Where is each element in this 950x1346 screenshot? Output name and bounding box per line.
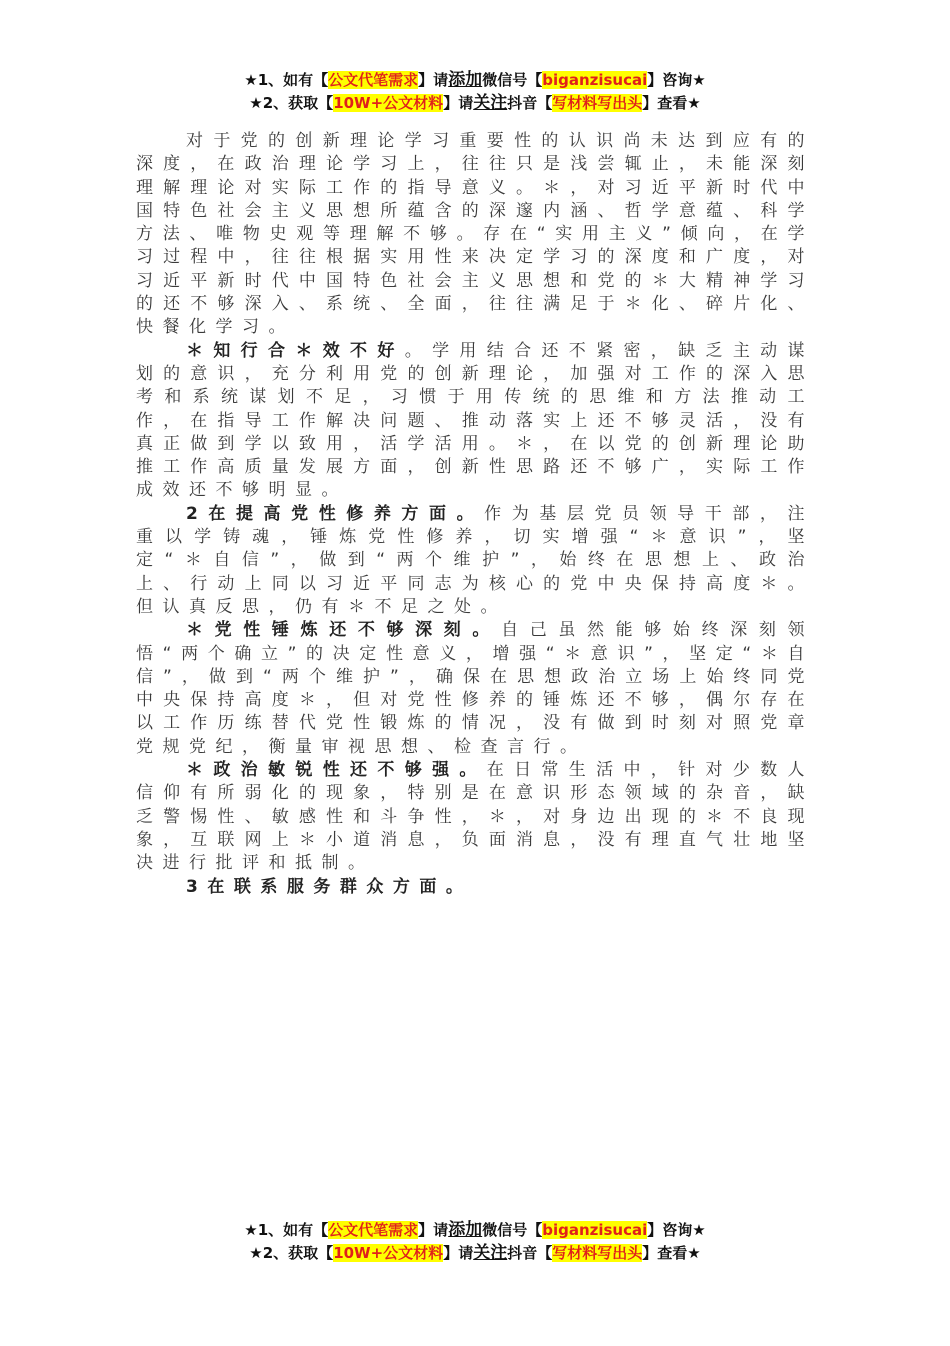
highlight-materials: 10W+公文材料 xyxy=(333,94,444,112)
paragraph-2: ＊知行合＊效不好。学用结合还不紧密，缺乏主动谋划的意识，充分利用党的创新理论，加强对工作的深入思考和系统谋划不足，习惯于用传统的思维和方法推动工作，在指导工作解决问题、推动落实上还不够灵活，没有真正做到学以致用，活学活用。＊，在以党的创新理论助推工作高质量发展方面，创新性思路还不够广，实际工作成效还不够明显。 xyxy=(136,340,815,501)
banner-line-2: ★2、获取【10W+公文材料】请关注抖音【写材料写出头】查看★ xyxy=(249,1243,701,1263)
banner-line-1: ★1、如有【公文代笔需求】请添加微信号【biganzisucai】咨询★ xyxy=(244,1220,706,1240)
banner-line-2: ★2、获取【10W+公文材料】请关注抖音【写材料写出头】查看★ xyxy=(249,93,701,113)
paragraph-3: 2在提高党性修养方面。作为基层党员领导干部，注重以学铸魂，锤炼党性修养，切实增强“＊意识”，坚定“＊自信”，做到“两个维护”，始终在思想上、政治上、行动上同以习近平同志为核心的党中央保持高度＊。但认真反思，仍有＊不足之处。 xyxy=(136,503,814,617)
paragraph-6 xyxy=(136,876,814,899)
star-icon: ★ xyxy=(692,1221,706,1239)
header-banner-top xyxy=(0,69,950,115)
paragraph-2-title: ＊知行合＊效不好 xyxy=(186,340,405,361)
highlight-wechat-id: biganzisucai xyxy=(542,71,648,89)
star-icon: ★ xyxy=(687,1244,701,1262)
star-icon: ★ xyxy=(692,71,706,89)
paragraph-3-title: 2在提高党性修养方面。 xyxy=(186,503,485,524)
star-icon: ★ xyxy=(244,1221,258,1239)
emphasis-add: 添加 xyxy=(448,70,483,90)
paragraph-1: 对于党的创新理论学习重要性的认识尚未达到应有的深度，在政治理论学习上，往往只是浅尝辄止，未能深刻理解理论对实际工作的指导意义。＊，对习近平新时代中国特色社会主义思想所蕴含的深邃内涵、哲学意蕴、科学方法、唯物史观等理解不够。存在“实用主义”倾向，在学习过程中，往往根据实用性来决定学习的深度和广度，对习近平新时代中国特色社会主义思想和党的＊大精神学习的还不够深入、系统、全面，往往满足于＊化、碎片化、快餐化学习。 xyxy=(136,131,814,338)
highlight-service: 公文代笔需求 xyxy=(328,1221,419,1239)
header-banner-bottom xyxy=(0,1219,950,1265)
paragraph-4: ＊党性锤炼还不够深刻。自己虽然能够始终深刻领悟“两个确立”的决定性意义，增强“＊意识”，坚定“＊自信”，做到“两个维护”，确保在思想政治立场上始终同党中央保持高度＊，但对党性修养的锤炼还不够，偶尔存在以工作历练替代党性锻炼的情况，没有做到时刻对照党章党规党纪，衡量审视思想、检查言行。 xyxy=(136,620,815,757)
paragraph-6-title: 3在联系服务群众方面。 xyxy=(186,876,473,897)
highlight-douyin: 写材料写出头 xyxy=(552,94,643,112)
emphasis-follow: 关注 xyxy=(473,93,508,113)
emphasis-follow: 关注 xyxy=(473,1243,508,1263)
banner-line-1: ★1、如有【公文代笔需求】请添加微信号【biganzisucai】咨询★ xyxy=(244,70,706,90)
document-body xyxy=(136,130,814,899)
star-icon: ★ xyxy=(249,94,263,112)
paragraph-4-title: ＊党性锤炼还不够深刻。 xyxy=(186,620,502,641)
highlight-materials: 10W+公文材料 xyxy=(333,1244,444,1262)
paragraph-5-title: ＊政治敏锐性还不够强。 xyxy=(186,760,487,781)
highlight-wechat-id: biganzisucai xyxy=(542,1221,648,1239)
paragraph-5: ＊政治敏锐性还不够强。在日常生活中，针对少数人信仰有所弱化的现象，特别是在意识形态领域的杂音，缺乏警惕性、敏感性和斗争性，＊，对身边出现的＊不良现象，互联网上＊小道消息，负面消息，没有理直气壮地坚决进行批评和抵制。 xyxy=(136,760,814,874)
star-icon: ★ xyxy=(687,94,701,112)
star-icon: ★ xyxy=(244,71,258,89)
star-icon: ★ xyxy=(249,1244,263,1262)
highlight-service: 公文代笔需求 xyxy=(328,71,419,89)
emphasis-add: 添加 xyxy=(448,1220,483,1240)
highlight-douyin: 写材料写出头 xyxy=(552,1244,643,1262)
